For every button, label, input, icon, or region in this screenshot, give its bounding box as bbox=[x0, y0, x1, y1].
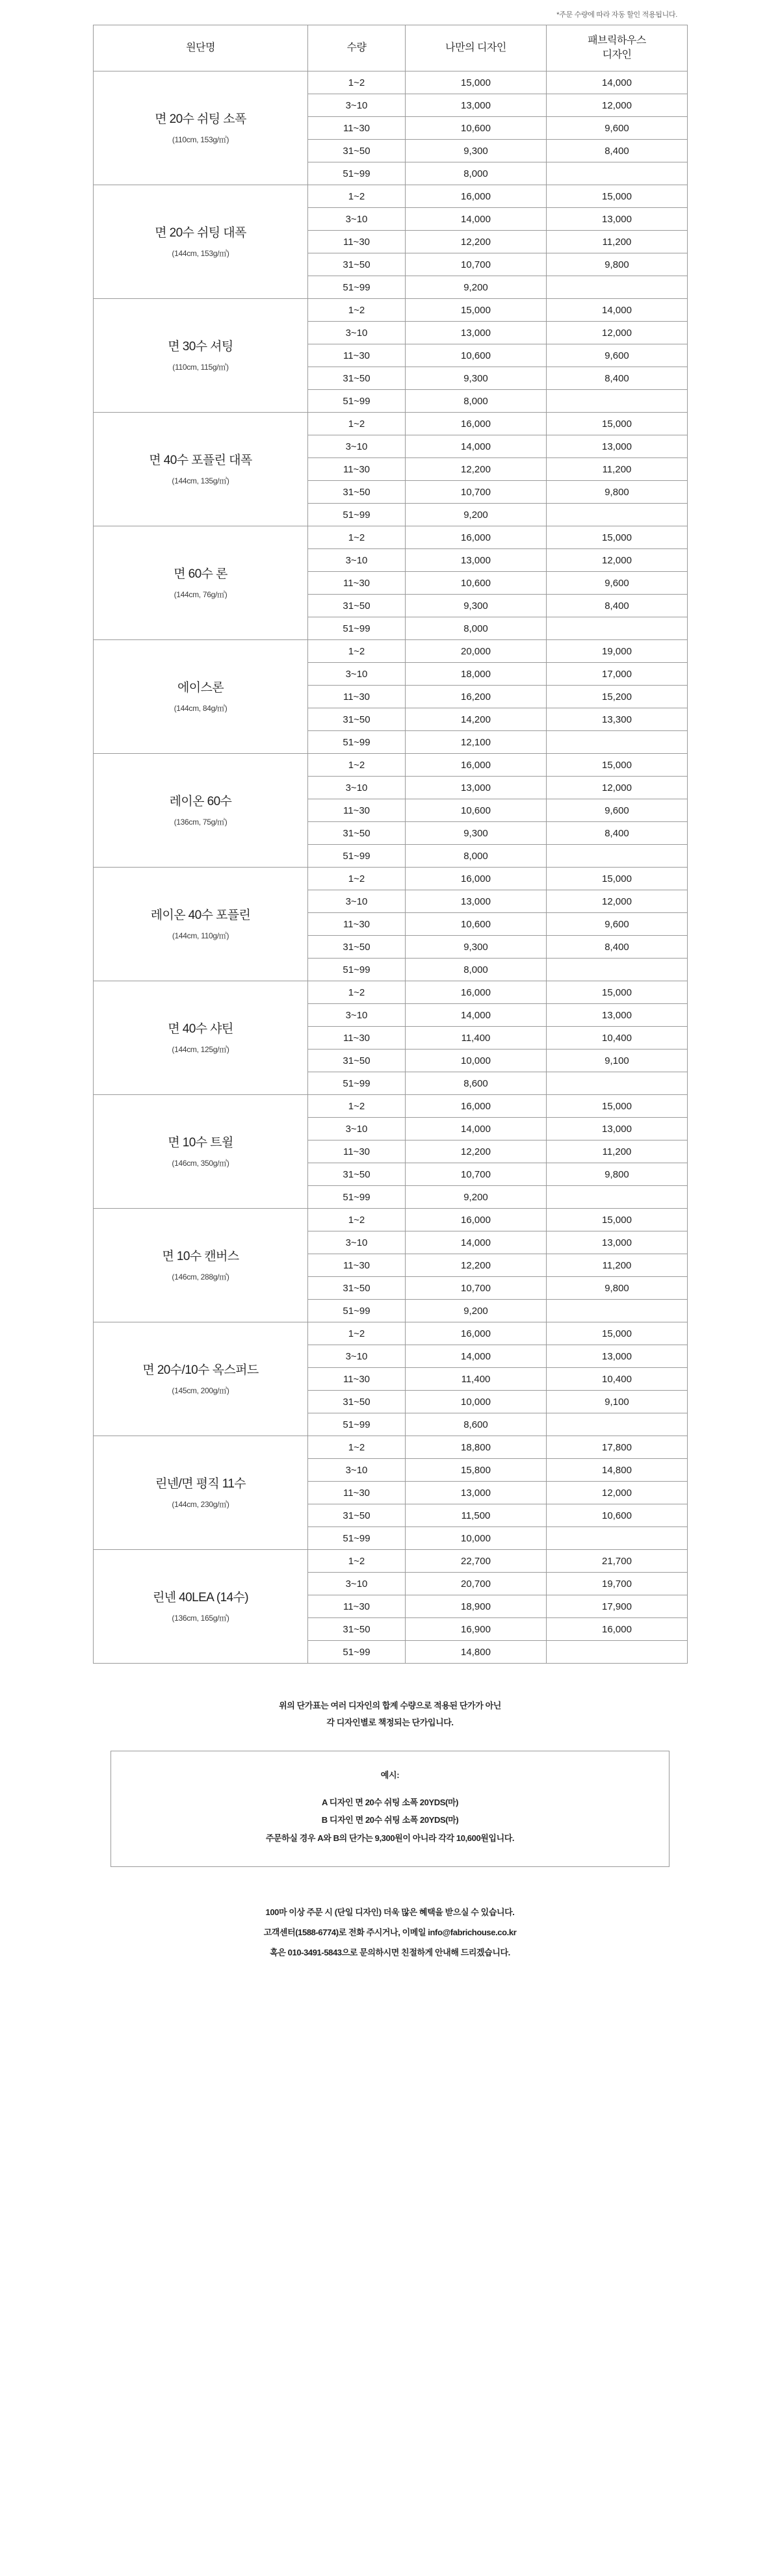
fabric-spec: (110cm, 115g/㎡) bbox=[172, 362, 229, 372]
table-row bbox=[94, 1322, 688, 1345]
price-fh-design: 9,600 bbox=[547, 117, 688, 140]
quantity-tier: 1~2 bbox=[308, 1436, 406, 1459]
fabric-name-cell bbox=[94, 71, 308, 185]
price-fh-design: 10,400 bbox=[547, 1027, 688, 1050]
fabric-name: 린넨/면 평직 11수 bbox=[155, 1477, 246, 1491]
quantity-tier: 51~99 bbox=[308, 845, 406, 868]
table-row bbox=[94, 1550, 688, 1573]
quantity-tier: 3~10 bbox=[308, 663, 406, 686]
price-fh-design bbox=[547, 276, 688, 299]
quantity-tier: 51~99 bbox=[308, 276, 406, 299]
quantity-tier: 11~30 bbox=[308, 1482, 406, 1504]
price-my-design: 15,000 bbox=[406, 71, 547, 94]
table-row bbox=[94, 640, 688, 663]
table-header-row bbox=[94, 25, 688, 71]
price-my-design: 22,700 bbox=[406, 1550, 547, 1573]
price-my-design: 9,200 bbox=[406, 1300, 547, 1322]
fabric-name: 면 40수 포플린 대폭 bbox=[149, 454, 252, 468]
quantity-tier: 11~30 bbox=[308, 1595, 406, 1618]
table-header bbox=[94, 25, 688, 71]
fabric-name: 면 20수 쉬팅 소폭 bbox=[155, 112, 246, 127]
price-my-design: 14,000 bbox=[406, 208, 547, 231]
quantity-tier: 11~30 bbox=[308, 1368, 406, 1391]
price-fh-design: 8,400 bbox=[547, 367, 688, 390]
quantity-tier: 11~30 bbox=[308, 458, 406, 481]
table-row bbox=[94, 299, 688, 322]
fabric-name: 면 30수 셔팅 bbox=[168, 340, 233, 354]
fabric-name: 레이온 40수 포플린 bbox=[150, 908, 251, 923]
table-row bbox=[94, 71, 688, 94]
price-fh-design: 13,000 bbox=[547, 1231, 688, 1254]
price-my-design: 11,400 bbox=[406, 1027, 547, 1050]
price-my-design: 12,100 bbox=[406, 731, 547, 754]
price-my-design: 10,700 bbox=[406, 1163, 547, 1186]
price-fh-design: 15,000 bbox=[547, 981, 688, 1004]
quantity-tier: 51~99 bbox=[308, 390, 406, 413]
table-row bbox=[94, 1095, 688, 1118]
price-my-design: 8,000 bbox=[406, 845, 547, 868]
price-fh-design: 15,000 bbox=[547, 413, 688, 435]
footer-line-1: 100마 이상 주문 시 (단일 디자인) 더욱 많은 혜택을 받으실 수 있습니다. bbox=[265, 1907, 515, 1917]
price-my-design: 10,700 bbox=[406, 1277, 547, 1300]
quantity-tier: 3~10 bbox=[308, 435, 406, 458]
fabric-spec: (146cm, 288g/㎡) bbox=[172, 1272, 229, 1282]
fabric-name: 린넨 40LEA (14수) bbox=[152, 1591, 248, 1605]
price-fh-design: 15,000 bbox=[547, 1209, 688, 1231]
quantity-tier: 1~2 bbox=[308, 754, 406, 777]
quantity-tier: 3~10 bbox=[308, 94, 406, 117]
price-fh-design: 8,400 bbox=[547, 822, 688, 845]
price-fh-design: 17,000 bbox=[547, 663, 688, 686]
price-fh-design bbox=[547, 845, 688, 868]
price-my-design: 9,200 bbox=[406, 1186, 547, 1209]
price-fh-design: 9,100 bbox=[547, 1391, 688, 1413]
fabric-name: 면 60수 론 bbox=[174, 567, 228, 582]
price-my-design: 16,000 bbox=[406, 981, 547, 1004]
fabric-name: 면 20수 쉬팅 대폭 bbox=[155, 226, 246, 240]
table-row bbox=[94, 754, 688, 777]
table-row bbox=[94, 413, 688, 435]
price-fh-design: 8,400 bbox=[547, 595, 688, 617]
price-my-design: 16,000 bbox=[406, 868, 547, 890]
price-fh-design: 15,000 bbox=[547, 754, 688, 777]
quantity-tier: 31~50 bbox=[308, 1050, 406, 1072]
quantity-tier: 3~10 bbox=[308, 777, 406, 799]
price-fh-design: 12,000 bbox=[547, 94, 688, 117]
price-my-design: 14,000 bbox=[406, 1118, 547, 1140]
price-fh-design: 9,800 bbox=[547, 253, 688, 276]
price-my-design: 8,600 bbox=[406, 1072, 547, 1095]
price-my-design: 16,000 bbox=[406, 185, 547, 208]
fabric-name: 면 40수 샤틴 bbox=[168, 1022, 233, 1037]
price-fh-design: 21,700 bbox=[547, 1550, 688, 1573]
price-fh-design: 19,000 bbox=[547, 640, 688, 663]
price-my-design: 13,000 bbox=[406, 94, 547, 117]
price-fh-design: 16,000 bbox=[547, 1618, 688, 1641]
quantity-tier: 51~99 bbox=[308, 959, 406, 981]
quantity-tier: 31~50 bbox=[308, 936, 406, 959]
price-my-design: 13,000 bbox=[406, 890, 547, 913]
price-my-design: 18,900 bbox=[406, 1595, 547, 1618]
footer-line-2: 고객센터(1588-6774)로 전화 주시거나, 이메일 info@fabrichouse.co.kr bbox=[263, 1927, 517, 1938]
quantity-tier: 11~30 bbox=[308, 344, 406, 367]
price-table-container bbox=[93, 25, 687, 1664]
price-fh-design: 13,000 bbox=[547, 208, 688, 231]
price-my-design: 10,600 bbox=[406, 117, 547, 140]
price-my-design: 15,800 bbox=[406, 1459, 547, 1482]
quantity-tier: 31~50 bbox=[308, 1618, 406, 1641]
fabric-name-cell bbox=[94, 413, 308, 526]
fabric-spec: (145cm, 200g/㎡) bbox=[172, 1385, 229, 1395]
example-title: 예시: bbox=[380, 1770, 400, 1780]
quantity-tier: 3~10 bbox=[308, 208, 406, 231]
quantity-tier: 3~10 bbox=[308, 1573, 406, 1595]
fabric-spec: (144cm, 76g/㎡) bbox=[174, 589, 228, 599]
quantity-tier: 31~50 bbox=[308, 253, 406, 276]
price-my-design: 14,000 bbox=[406, 1004, 547, 1027]
quantity-tier: 31~50 bbox=[308, 1504, 406, 1527]
table-row bbox=[94, 981, 688, 1004]
quantity-tier: 31~50 bbox=[308, 367, 406, 390]
price-my-design: 13,000 bbox=[406, 549, 547, 572]
price-fh-design: 12,000 bbox=[547, 890, 688, 913]
price-my-design: 10,700 bbox=[406, 253, 547, 276]
price-fh-design: 12,000 bbox=[547, 777, 688, 799]
price-fh-design: 9,600 bbox=[547, 572, 688, 595]
quantity-tier: 11~30 bbox=[308, 572, 406, 595]
price-my-design: 16,900 bbox=[406, 1618, 547, 1641]
price-fh-design: 15,200 bbox=[547, 686, 688, 708]
price-fh-design bbox=[547, 1527, 688, 1550]
table-row bbox=[94, 1436, 688, 1459]
price-fh-design bbox=[547, 1413, 688, 1436]
quantity-tier: 3~10 bbox=[308, 1231, 406, 1254]
fabric-name-cell bbox=[94, 1322, 308, 1436]
quantity-tier: 31~50 bbox=[308, 822, 406, 845]
fabric-spec: (146cm, 350g/㎡) bbox=[172, 1158, 229, 1168]
price-my-design: 8,600 bbox=[406, 1413, 547, 1436]
quantity-tier: 51~99 bbox=[308, 617, 406, 640]
price-fh-design: 9,600 bbox=[547, 344, 688, 367]
quantity-tier: 31~50 bbox=[308, 708, 406, 731]
column-header-fh-design-line2: 디자인 bbox=[602, 49, 632, 60]
price-fh-design: 12,000 bbox=[547, 549, 688, 572]
example-box bbox=[110, 1751, 670, 1867]
price-my-design: 16,000 bbox=[406, 1095, 547, 1118]
price-fh-design: 15,000 bbox=[547, 1322, 688, 1345]
price-fh-design: 9,600 bbox=[547, 913, 688, 936]
price-fh-design bbox=[547, 1300, 688, 1322]
quantity-tier: 11~30 bbox=[308, 231, 406, 253]
column-header-fh-design-line1: 패브릭하우스 bbox=[588, 35, 646, 47]
price-my-design: 8,000 bbox=[406, 959, 547, 981]
column-header-my-design: 나만의 디자인 bbox=[406, 25, 547, 71]
price-my-design: 10,000 bbox=[406, 1050, 547, 1072]
price-my-design: 11,500 bbox=[406, 1504, 547, 1527]
price-my-design: 16,000 bbox=[406, 1209, 547, 1231]
price-fh-design: 15,000 bbox=[547, 1095, 688, 1118]
price-my-design: 20,000 bbox=[406, 640, 547, 663]
fabric-name-cell bbox=[94, 1550, 308, 1664]
quantity-tier: 1~2 bbox=[308, 71, 406, 94]
price-fh-design bbox=[547, 731, 688, 754]
footer-line-3: 혹은 010-3491-5843으로 문의하시면 친절하게 안내해 드리겠습니다. bbox=[270, 1948, 510, 1958]
price-my-design: 16,200 bbox=[406, 686, 547, 708]
price-fh-design bbox=[547, 959, 688, 981]
price-my-design: 10,600 bbox=[406, 799, 547, 822]
example-line-2: B 디자인 면 20수 쉬팅 소폭 20YDS(마) bbox=[321, 1815, 459, 1825]
quantity-tier: 3~10 bbox=[308, 549, 406, 572]
column-header-fh-design bbox=[547, 25, 688, 71]
price-fh-design: 10,600 bbox=[547, 1504, 688, 1527]
quantity-tier: 31~50 bbox=[308, 1163, 406, 1186]
fabric-name-cell bbox=[94, 868, 308, 981]
quantity-tier: 51~99 bbox=[308, 1072, 406, 1095]
price-fh-design: 14,800 bbox=[547, 1459, 688, 1482]
price-fh-design: 12,000 bbox=[547, 1482, 688, 1504]
quantity-tier: 31~50 bbox=[308, 1391, 406, 1413]
price-my-design: 10,600 bbox=[406, 344, 547, 367]
table-row bbox=[94, 1209, 688, 1231]
quantity-tier: 11~30 bbox=[308, 799, 406, 822]
price-fh-design: 14,000 bbox=[547, 71, 688, 94]
quantity-tier: 51~99 bbox=[308, 1413, 406, 1436]
price-my-design: 8,000 bbox=[406, 390, 547, 413]
fabric-name-cell bbox=[94, 185, 308, 299]
table-row bbox=[94, 868, 688, 890]
quantity-tier: 51~99 bbox=[308, 1641, 406, 1664]
quantity-tier: 11~30 bbox=[308, 913, 406, 936]
price-fh-design: 9,800 bbox=[547, 1163, 688, 1186]
quantity-tier: 1~2 bbox=[308, 1209, 406, 1231]
fabric-spec: (144cm, 153g/㎡) bbox=[172, 248, 229, 258]
quantity-tier: 1~2 bbox=[308, 1095, 406, 1118]
price-my-design: 15,000 bbox=[406, 299, 547, 322]
fabric-spec: (136cm, 165g/㎡) bbox=[172, 1613, 229, 1623]
fabric-name: 면 10수 캔버스 bbox=[162, 1250, 239, 1264]
price-my-design: 18,000 bbox=[406, 663, 547, 686]
price-fh-design bbox=[547, 162, 688, 185]
price-fh-design: 15,000 bbox=[547, 185, 688, 208]
quantity-tier: 11~30 bbox=[308, 117, 406, 140]
price-fh-design: 9,100 bbox=[547, 1050, 688, 1072]
pricing-note-line-2: 각 디자인별로 책정되는 단가입니다. bbox=[326, 1718, 454, 1727]
price-my-design: 12,200 bbox=[406, 1254, 547, 1277]
price-fh-design: 13,000 bbox=[547, 435, 688, 458]
fabric-name: 면 20수/10수 옥스퍼드 bbox=[142, 1363, 259, 1378]
fabric-name-cell bbox=[94, 1436, 308, 1550]
quantity-tier: 51~99 bbox=[308, 162, 406, 185]
price-my-design: 11,400 bbox=[406, 1368, 547, 1391]
price-my-design: 12,200 bbox=[406, 458, 547, 481]
quantity-tier: 51~99 bbox=[308, 504, 406, 526]
pricing-note-line-1: 위의 단가표는 여러 디자인의 합계 수량으로 적용된 단가가 아닌 bbox=[279, 1701, 501, 1710]
fabric-spec: (110cm, 153g/㎡) bbox=[172, 135, 229, 144]
quantity-tier: 11~30 bbox=[308, 1027, 406, 1050]
price-my-design: 9,300 bbox=[406, 140, 547, 162]
price-my-design: 20,700 bbox=[406, 1573, 547, 1595]
price-fh-design: 15,000 bbox=[547, 868, 688, 890]
price-fh-design: 9,800 bbox=[547, 1277, 688, 1300]
price-my-design: 13,000 bbox=[406, 322, 547, 344]
quantity-tier: 11~30 bbox=[308, 1140, 406, 1163]
price-table bbox=[93, 25, 688, 1664]
quantity-tier: 31~50 bbox=[308, 595, 406, 617]
price-fh-design: 10,400 bbox=[547, 1368, 688, 1391]
pricing-note bbox=[93, 1697, 687, 1731]
example-line-3: 주문하실 경우 A와 B의 단가는 9,300원이 아니라 각각 10,600원입니다. bbox=[265, 1833, 515, 1843]
price-fh-design bbox=[547, 617, 688, 640]
price-fh-design: 13,300 bbox=[547, 708, 688, 731]
price-my-design: 9,300 bbox=[406, 822, 547, 845]
price-fh-design bbox=[547, 1641, 688, 1664]
price-fh-design: 13,000 bbox=[547, 1004, 688, 1027]
price-my-design: 9,300 bbox=[406, 595, 547, 617]
fabric-name-cell bbox=[94, 754, 308, 868]
price-fh-design bbox=[547, 390, 688, 413]
quantity-tier: 31~50 bbox=[308, 481, 406, 504]
fabric-spec: (144cm, 125g/㎡) bbox=[172, 1044, 229, 1054]
price-fh-design: 9,800 bbox=[547, 481, 688, 504]
price-my-design: 16,000 bbox=[406, 754, 547, 777]
price-my-design: 13,000 bbox=[406, 1482, 547, 1504]
price-my-design: 16,000 bbox=[406, 526, 547, 549]
price-my-design: 18,800 bbox=[406, 1436, 547, 1459]
column-header-quantity: 수량 bbox=[308, 25, 406, 71]
discount-note: *주문 수량에 따라 자동 할인 적용됩니다. bbox=[556, 11, 677, 19]
table-row bbox=[94, 185, 688, 208]
fabric-name-cell bbox=[94, 640, 308, 754]
price-my-design: 13,000 bbox=[406, 777, 547, 799]
price-fh-design: 11,200 bbox=[547, 1140, 688, 1163]
fabric-spec: (144cm, 110g/㎡) bbox=[172, 931, 229, 940]
column-header-fabric: 원단명 bbox=[94, 25, 308, 71]
price-fh-design: 8,400 bbox=[547, 936, 688, 959]
quantity-tier: 3~10 bbox=[308, 1118, 406, 1140]
price-my-design: 10,000 bbox=[406, 1527, 547, 1550]
quantity-tier: 1~2 bbox=[308, 299, 406, 322]
price-my-design: 8,000 bbox=[406, 162, 547, 185]
quantity-tier: 1~2 bbox=[308, 185, 406, 208]
price-my-design: 16,000 bbox=[406, 1322, 547, 1345]
price-my-design: 16,000 bbox=[406, 413, 547, 435]
price-my-design: 12,200 bbox=[406, 1140, 547, 1163]
price-my-design: 14,200 bbox=[406, 708, 547, 731]
table-row bbox=[94, 526, 688, 549]
price-fh-design: 12,000 bbox=[547, 322, 688, 344]
price-my-design: 14,800 bbox=[406, 1641, 547, 1664]
price-fh-design bbox=[547, 1186, 688, 1209]
example-line-1: A 디자인 면 20수 쉬팅 소폭 20YDS(마) bbox=[321, 1797, 459, 1807]
fabric-name-cell bbox=[94, 1095, 308, 1209]
price-my-design: 10,700 bbox=[406, 481, 547, 504]
price-my-design: 9,300 bbox=[406, 367, 547, 390]
price-my-design: 14,000 bbox=[406, 1345, 547, 1368]
quantity-tier: 51~99 bbox=[308, 1527, 406, 1550]
price-my-design: 14,000 bbox=[406, 1231, 547, 1254]
price-fh-design: 11,200 bbox=[547, 231, 688, 253]
quantity-tier: 3~10 bbox=[308, 1345, 406, 1368]
fabric-spec: (144cm, 84g/㎡) bbox=[174, 703, 228, 713]
fabric-name: 레이온 60수 bbox=[169, 795, 232, 809]
quantity-tier: 1~2 bbox=[308, 868, 406, 890]
quantity-tier: 3~10 bbox=[308, 322, 406, 344]
quantity-tier: 1~2 bbox=[308, 413, 406, 435]
fabric-name-cell bbox=[94, 1209, 308, 1322]
quantity-tier: 11~30 bbox=[308, 686, 406, 708]
price-fh-design bbox=[547, 504, 688, 526]
quantity-tier: 31~50 bbox=[308, 1277, 406, 1300]
quantity-tier: 3~10 bbox=[308, 1459, 406, 1482]
quantity-tier: 31~50 bbox=[308, 140, 406, 162]
price-fh-design: 9,600 bbox=[547, 799, 688, 822]
price-fh-design: 8,400 bbox=[547, 140, 688, 162]
price-my-design: 14,000 bbox=[406, 435, 547, 458]
price-fh-design: 13,000 bbox=[547, 1118, 688, 1140]
fabric-spec: (144cm, 135g/㎡) bbox=[172, 476, 229, 485]
price-my-design: 8,000 bbox=[406, 617, 547, 640]
price-fh-design: 13,000 bbox=[547, 1345, 688, 1368]
fabric-name-cell bbox=[94, 526, 308, 640]
quantity-tier: 1~2 bbox=[308, 526, 406, 549]
price-my-design: 9,300 bbox=[406, 936, 547, 959]
table-body bbox=[94, 71, 688, 1664]
fabric-name: 에이스론 bbox=[177, 681, 224, 695]
fabric-spec: (144cm, 230g/㎡) bbox=[172, 1499, 229, 1509]
price-my-design: 9,200 bbox=[406, 276, 547, 299]
fabric-name: 면 10수 트윌 bbox=[168, 1136, 233, 1150]
price-my-design: 9,200 bbox=[406, 504, 547, 526]
price-fh-design: 15,000 bbox=[547, 526, 688, 549]
price-fh-design: 11,200 bbox=[547, 458, 688, 481]
quantity-tier: 1~2 bbox=[308, 1322, 406, 1345]
price-my-design: 10,600 bbox=[406, 913, 547, 936]
price-fh-design: 19,700 bbox=[547, 1573, 688, 1595]
price-fh-design bbox=[547, 1072, 688, 1095]
price-my-design: 10,600 bbox=[406, 572, 547, 595]
quantity-tier: 1~2 bbox=[308, 981, 406, 1004]
quantity-tier: 3~10 bbox=[308, 890, 406, 913]
quantity-tier: 3~10 bbox=[308, 1004, 406, 1027]
price-fh-design: 17,900 bbox=[547, 1595, 688, 1618]
quantity-tier: 51~99 bbox=[308, 1300, 406, 1322]
contact-footer bbox=[93, 1902, 687, 1989]
quantity-tier: 1~2 bbox=[308, 640, 406, 663]
price-fh-design: 11,200 bbox=[547, 1254, 688, 1277]
quantity-tier: 51~99 bbox=[308, 731, 406, 754]
fabric-name-cell bbox=[94, 299, 308, 413]
fabric-spec: (136cm, 75g/㎡) bbox=[174, 817, 228, 827]
quantity-tier: 1~2 bbox=[308, 1550, 406, 1573]
fabric-name-cell bbox=[94, 981, 308, 1095]
price-my-design: 10,000 bbox=[406, 1391, 547, 1413]
quantity-tier: 11~30 bbox=[308, 1254, 406, 1277]
price-fh-design: 14,000 bbox=[547, 299, 688, 322]
price-my-design: 12,200 bbox=[406, 231, 547, 253]
price-fh-design: 17,800 bbox=[547, 1436, 688, 1459]
quantity-tier: 51~99 bbox=[308, 1186, 406, 1209]
